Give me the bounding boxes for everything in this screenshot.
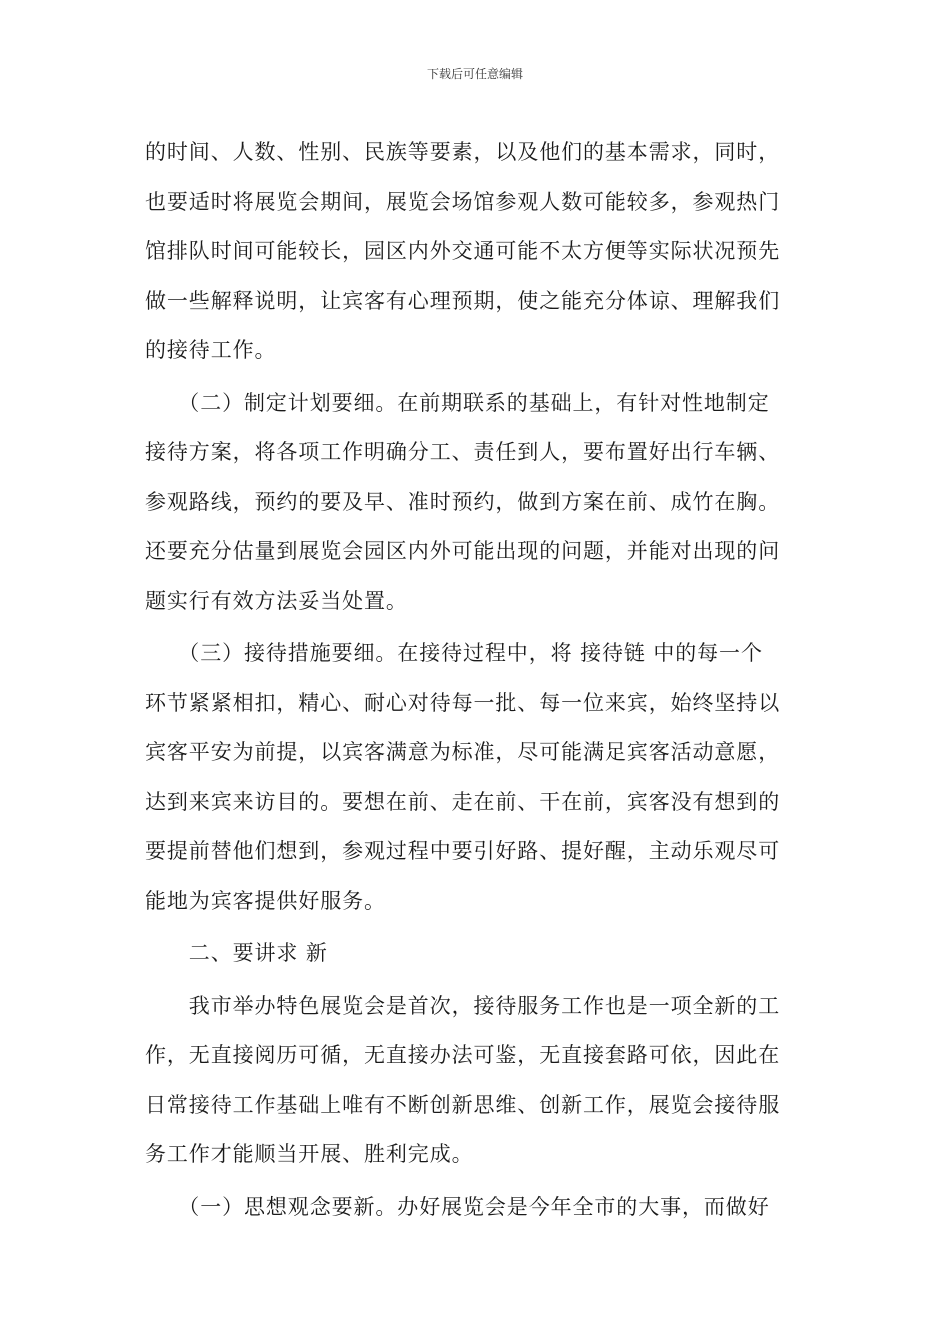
text-line: 的时间、人数、性别、民族等要素，以及他们的基本需求，同时， bbox=[145, 140, 781, 164]
document-body bbox=[145, 128, 807, 1232]
text-line: 做一些解释说明，让宾客有心理预期，使之能充分体谅、理解我们 bbox=[145, 288, 781, 313]
text-line: 接待方案，将各项工作明确分工、责任到人，要布置好出行车辆、 bbox=[145, 440, 781, 464]
paragraph bbox=[145, 379, 807, 627]
text-line: 环节紧紧相扣，精心、耐心对待每一批、每一位来宾，始终坚持以 bbox=[145, 690, 781, 715]
text-line: 达到来宾来访目的。要想在前、走在前、干在前，宾客没有想到的 bbox=[145, 789, 781, 814]
paragraph bbox=[145, 982, 807, 1180]
paragraph bbox=[145, 128, 807, 376]
text-line: （三）接待措施要细。在接待过程中，将 接待链 中的每一个 bbox=[145, 641, 763, 665]
paragraph bbox=[145, 629, 807, 926]
section-heading bbox=[145, 929, 807, 979]
text-line: 要提前替他们想到，参观过程中要引好路、提好醒，主动乐观尽可 bbox=[145, 839, 781, 863]
paragraph bbox=[145, 1183, 807, 1233]
text-line: 题实行有效方法妥当处置。 bbox=[145, 588, 408, 613]
text-line: 二、要讲求 新 bbox=[145, 941, 328, 965]
text-line: 馆排队时间可能较长，园区内外交通可能不太方便等实际状况预先 bbox=[145, 239, 781, 263]
text-line: 我市举办特色展览会是首次，接待服务工作也是一项全新的工 bbox=[145, 993, 781, 1018]
text-line: 宾客平安为前提，以宾客满意为标准，尽可能满足宾客活动意愿， bbox=[145, 740, 781, 764]
text-line: 还要充分估量到展览会园区内外可能出现的问题，并能对出现的问 bbox=[145, 539, 781, 563]
text-line: 务工作才能顺当开展、胜利完成。 bbox=[145, 1142, 474, 1166]
text-line: 参观路线，预约的要及早、准时预约，做到方案在前、成竹在胸。 bbox=[145, 489, 781, 514]
text-line: （一）思想观念要新。办好展览会是今年全市的大事，而做好 bbox=[145, 1194, 770, 1219]
text-line: 也要适时将展览会期间，展览会场馆参观人数可能较多，参观热门 bbox=[145, 189, 781, 214]
text-line: 作，无直接阅历可循，无直接办法可鉴，无直接套路可依，因此在 bbox=[145, 1043, 781, 1067]
page-header: 下载后可任意编辑 bbox=[426, 67, 523, 81]
text-line: 日常接待工作基础上唯有不断创新思维、创新工作，展览会接待服 bbox=[145, 1092, 781, 1117]
text-line: 的接待工作。 bbox=[145, 338, 277, 362]
text-line: 能地为宾客提供好服务。 bbox=[145, 888, 386, 913]
text-line: （二）制定计划要细。在前期联系的基础上，有针对性地制定 bbox=[145, 390, 770, 415]
